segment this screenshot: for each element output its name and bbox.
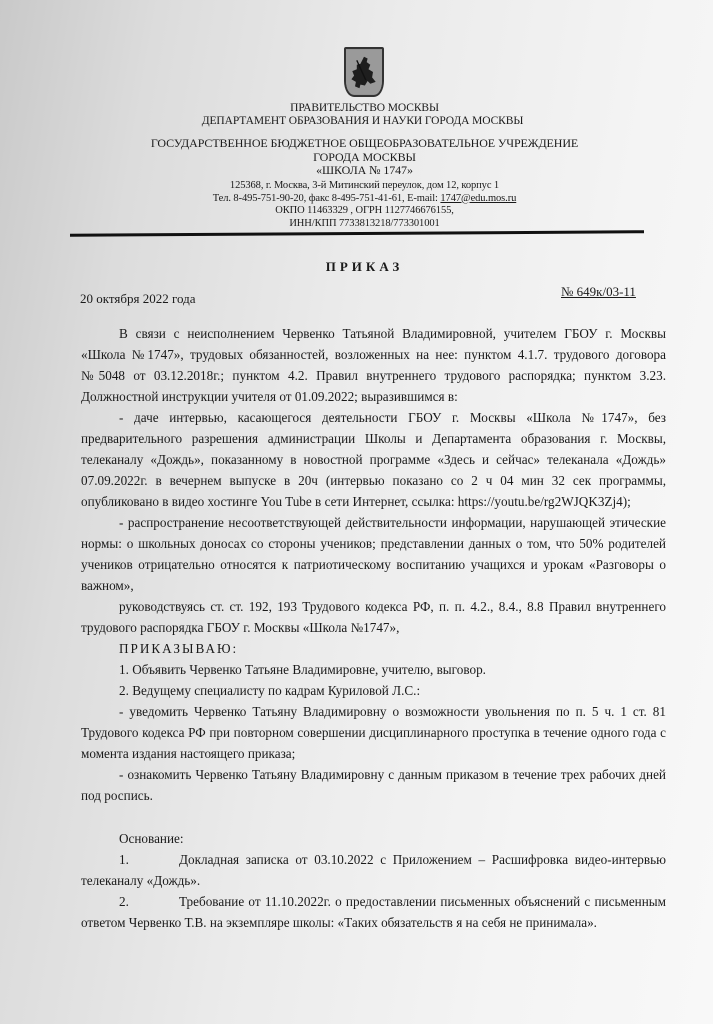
basis-item-number: 1. xyxy=(119,852,129,867)
department-name: ДЕПАРТАМЕНТ ОБРАЗОВАНИЯ И НАУКИ ГОРОДА МОСКВЫ xyxy=(201,115,524,127)
order-item-2: 2. Ведущему специалисту по кадрам Куриловой Л.С.: xyxy=(119,683,421,698)
institution-line-1: ГОСУДАРСТВЕННОЕ БЮДЖЕТНОЕ ОБЩЕОБРАЗОВАТЕЛЬНОЕ УЧРЕЖДЕНИЕ xyxy=(150,136,579,150)
okpo-ogrn: ОКПО 11463329 , ОГРН 1127746676155, xyxy=(275,205,454,216)
government-name: ПРАВИТЕЛЬСТВО МОСКВЫ xyxy=(290,102,439,114)
order-item-2-acquaint: - ознакомить Червенко Татьяну Владимировну с данным приказом в течение трех рабочих дней под роспись. xyxy=(81,767,666,803)
order-word: ПРИКАЗЫВАЮ: xyxy=(119,641,239,656)
institution-line-2: ГОРОДА МОСКВЫ xyxy=(313,149,416,164)
institution-requisites xyxy=(8,180,713,230)
violation-interview: - даче интервью, касающегося деятельности ГБОУ г. Москвы «Школа №1747», без предварительного разрешения администрации Школы и Департамента образования г. Москвы, телеканалу «Дождь», показанному в новостной программе «Здесь и сейчас» телеканала «Дождь» 07.09.2022г. в вечернем выпуске в 20ч (интервью показано со 2 ч 04 мин 32 сек программы, опубликовано в видео хостинге You Tube в сети Интернет, ссылка: https://youtu.be/rg2WJQK3Zj4); xyxy=(81,410,666,509)
inn-kpp: ИНН/КПП 7733813218/773301001 xyxy=(289,217,440,229)
intro-paragraph: В связи с неисполнением Червенко Татьяной Владимировной, учителем ГБОУ г. Москвы «Школа №1747», трудовых обязанностей, возложенных на нее: пунктом 4.1.7. трудового договора №5048 от 03.12.2018г.; пунктом 4.2. Правил внутреннего трудового распорядка; пунктом 3.23. Должностной инструкции учителя от 01.09.2022; выразившимся в: xyxy=(81,326,666,404)
basis-item xyxy=(81,849,666,891)
email-link[interactable]: 1747@edu.mos.ru xyxy=(440,192,517,204)
violation-information: - распространение несоответствующей действительности информации, нарушающей этические нормы: о школьных доносах со стороны учеников; представлении данных о том, что 50% родителей учеников отрицательно относятся к патриотическому воспитанию учащихся и урокам «Разговоры о важном», xyxy=(81,515,666,593)
basis-item xyxy=(81,891,666,933)
moscow-coat-of-arms-icon xyxy=(344,47,384,97)
order-body xyxy=(81,323,666,933)
order-item-1: 1. Объявить Червенко Татьяне Владимировне, учителю, выговор. xyxy=(119,662,486,677)
contacts-phone-fax: Тел. 8-495-751-90-20, факс 8-495-751-41-61, E-mail: xyxy=(212,192,441,204)
order-number: № 649к/03-11 xyxy=(561,284,636,299)
basis-item-text: Докладная записка от 03.10.2022 с Приложением – Расшифровка видео-интервью телеканалу «Дождь». xyxy=(81,852,666,888)
contacts xyxy=(8,193,713,206)
institution-name xyxy=(8,137,713,178)
basis-item-number: 2. xyxy=(119,894,129,909)
spacer xyxy=(81,806,666,828)
order-item-2-notify: - уведомить Червенко Татьяну Владимировну о возможности увольнения по п. 5 ч. 1 ст. 81 Трудового кодекса РФ при повторном совершении дисциплинарного проступка в течение одного года с момента издания настоящего приказа; xyxy=(81,704,666,761)
header-divider xyxy=(70,230,644,237)
order-title: ПРИКАЗ xyxy=(325,259,404,274)
legal-basis: руководствуясь ст. ст. 192, 193 Трудового кодекса РФ, п. п. 4.2., 8.4., 8.8 Правил внутреннего трудового распорядка ГБОУ г. Москвы «Школа №1747», xyxy=(81,599,666,635)
order-date: 20 октября 2022 года xyxy=(80,291,196,306)
address: 125368, г. Москва, 3-й Митинский переулок, дом 12, корпус 1 xyxy=(229,180,500,191)
basis-heading: Основание: xyxy=(119,831,184,846)
basis-item-text: Требование от 11.10.2022г. о предоставлении письменных объяснений с письменным ответом Червенко Т.В. на экземпляре школы: «Таких обязательств я на себя не принимала». xyxy=(81,894,666,930)
institution-line-3: «ШКОЛА № 1747» xyxy=(316,163,413,177)
